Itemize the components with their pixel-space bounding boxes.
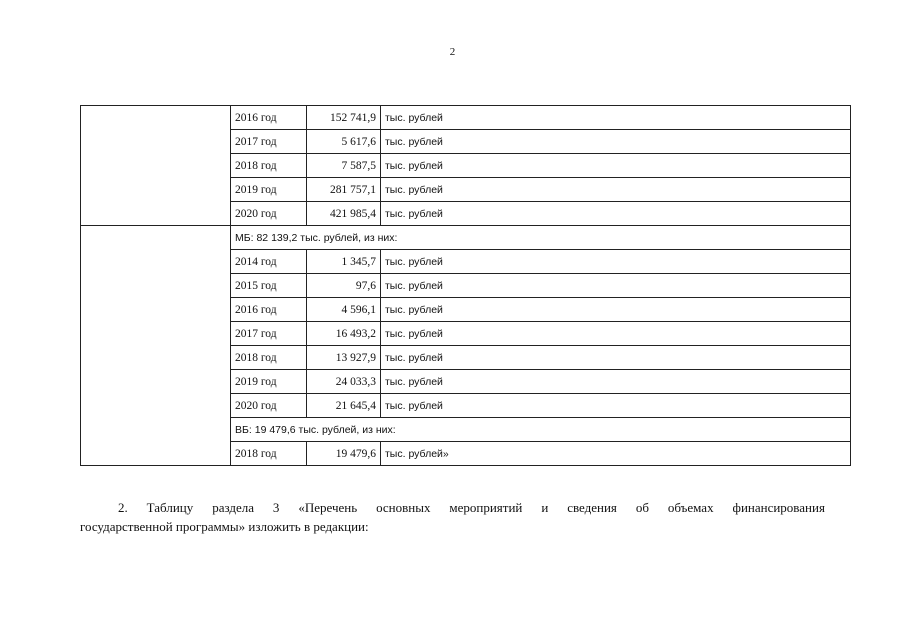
year-cell: 2020 год [231,202,307,226]
unit-cell: тыс. рублей [381,394,851,418]
amount-cell: 16 493,2 [307,322,381,346]
amount-cell: 7 587,5 [307,154,381,178]
financing-table [80,105,851,466]
funding-source-header: ВБ: 19 479,6 тыс. рублей, из них: [231,418,851,442]
paragraph-word: об [635,500,649,515]
unit-cell: тыс. рублей [381,298,851,322]
paragraph-word: сведения [567,500,617,515]
unit-cell: тыс. рублей [381,346,851,370]
paragraph-word: Таблицу [146,500,194,515]
funding-source-header: МБ: 82 139,2 тыс. рублей, из них: [231,226,851,250]
unit-cell: тыс. рублей [381,154,851,178]
year-cell: 2019 год [231,370,307,394]
unit-cell: тыс. рублей [381,322,851,346]
year-cell: 2017 год [231,322,307,346]
paragraph-word: мероприятий [449,500,523,515]
year-cell: 2016 год [231,298,307,322]
empty-label-cell [81,106,231,226]
unit-cell: тыс. рублей [381,370,851,394]
source-header-row [81,226,851,250]
year-cell: 2015 год [231,274,307,298]
amount-cell: 97,6 [307,274,381,298]
year-cell: 2018 год [231,346,307,370]
year-cell: 2019 год [231,178,307,202]
unit-cell: тыс. рублей [381,250,851,274]
amount-cell: 19 479,6 [307,442,381,466]
year-cell: 2017 год [231,130,307,154]
instruction-paragraph [80,498,825,536]
year-cell: 2018 год [231,154,307,178]
paragraph-word: и [541,500,549,515]
paragraph-line-1 [80,498,825,517]
year-cell: 2016 год [231,106,307,130]
paragraph-word: финансирования [732,500,825,515]
amount-cell: 152 741,9 [307,106,381,130]
paragraph-word: «Перечень [298,500,358,515]
paragraph-word: основных [376,500,431,515]
paragraph-word: объемах [667,500,714,515]
amount-cell: 4 596,1 [307,298,381,322]
year-cell: 2018 год [231,442,307,466]
unit-cell: тыс. рублей [381,130,851,154]
unit-cell: тыс. рублей» [381,442,851,466]
amount-cell: 21 645,4 [307,394,381,418]
amount-cell: 281 757,1 [307,178,381,202]
table-row [81,106,851,130]
amount-cell: 13 927,9 [307,346,381,370]
page-number: 2 [449,46,456,58]
paragraph-line-2: государственной программы» изложить в редакции: [80,519,369,534]
amount-cell: 1 345,7 [307,250,381,274]
unit-cell: тыс. рублей [381,106,851,130]
amount-cell: 24 033,3 [307,370,381,394]
amount-cell: 5 617,6 [307,130,381,154]
unit-cell: тыс. рублей [381,274,851,298]
year-cell: 2014 год [231,250,307,274]
paragraph-word: 3 [272,500,280,515]
paragraph-word: 2. [118,500,128,515]
year-cell: 2020 год [231,394,307,418]
empty-label-cell [81,226,231,466]
paragraph-word: раздела [212,500,254,515]
amount-cell: 421 985,4 [307,202,381,226]
unit-cell: тыс. рублей [381,202,851,226]
unit-cell: тыс. рублей [381,178,851,202]
